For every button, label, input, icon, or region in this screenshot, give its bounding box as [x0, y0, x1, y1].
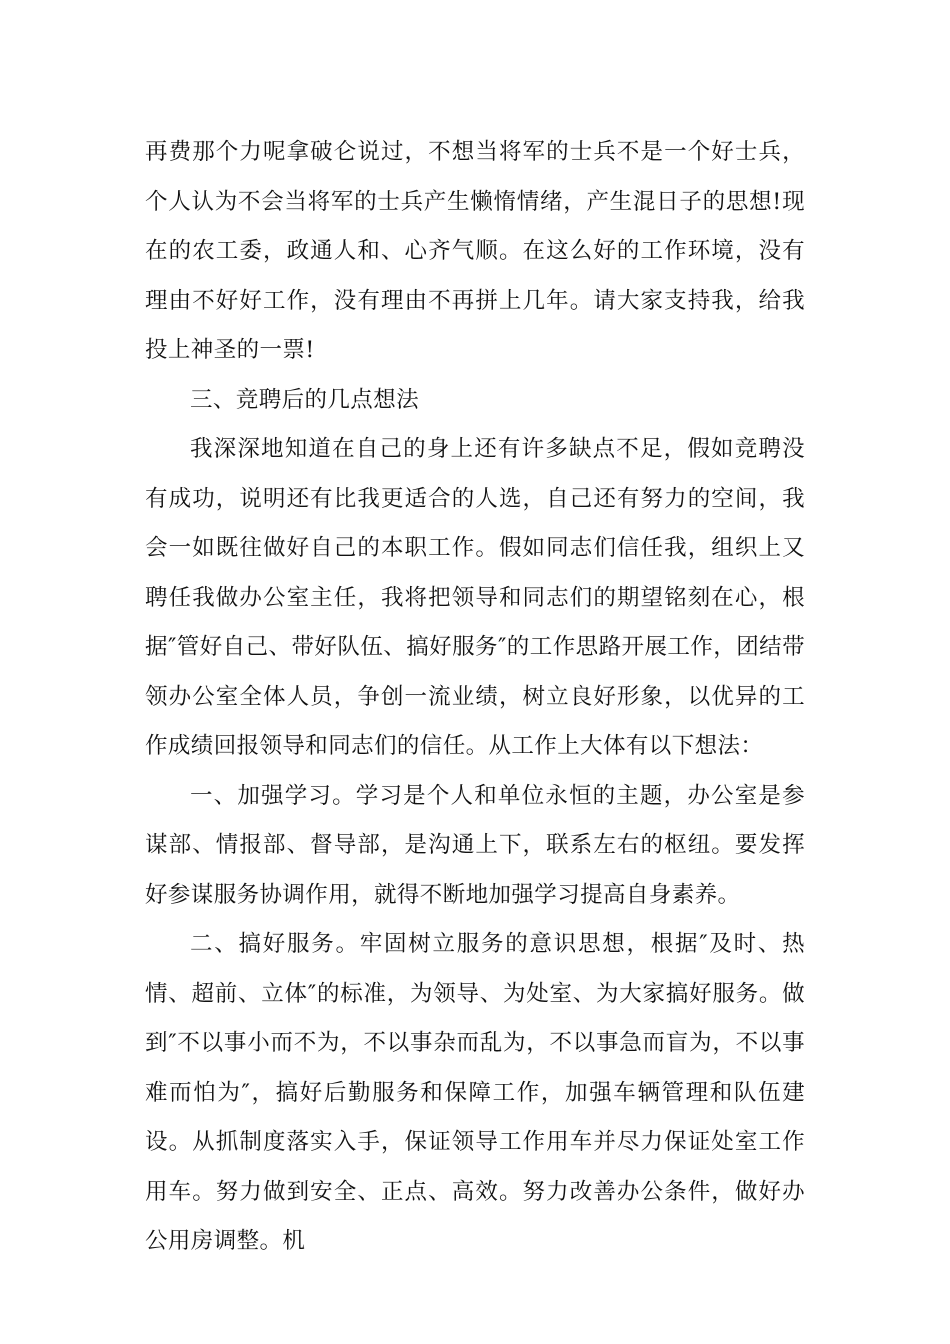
paragraph-strengthen-study: 一、加强学习。学习是个人和单位永恒的主题，办公室是参谋部、情报部、督导部，是沟通上下，联系左右的枢纽。要发挥好参谋服务协调作用，就得不断地加强学习提高自身素养。 [145, 782, 805, 908]
section-heading: 三、竞聘后的几点想法 [190, 386, 420, 413]
paragraph-post-election-thoughts: 我深深地知道在自己的身上还有许多缺点不足，假如竞聘没有成功，说明还有比我更适合的人选，自己还有努力的空间，我会一如既往做好自己的本职工作。假如同志们信任我，组织上又聘任我做办公室主任，我将把领导和同志们的期望铭刻在心，根据″管好自己、带好队伍、搞好服务″的工作思路开展工作，团结带领办公室全体人员，争创一流业绩，树立良好形象，以优异的工作成绩回报领导和同志们的信任。从工作上大体有以下想法： [145, 436, 805, 759]
document-body [145, 128, 805, 1267]
paragraph-good-service: 二、搞好服务。牢固树立服务的意识思想，根据″及时、热情、超前、立体″的标准，为领导、为处室、为大家搞好服务。做到″不以事小而不为，不以事杂而乱为，不以事急而盲为，不以事难而怕为″，搞好后勤服务和保障工作，加强车辆管理和队伍建设。从抓制度落实入手，保证领导工作用车并尽力保证处室工作用车。努力做到安全、正点、高效。努力改善办公条件，做好办公用房调整。机 [145, 931, 805, 1254]
paragraph-continuation: 再费那个力呢拿破仑说过，不想当将军的士兵不是一个好士兵，个人认为不会当将军的士兵产生懒惰情绪，产生混日子的思想!现在的农工委，政通人和、心齐气顺。在这么好的工作环境，没有理由不好好工作，没有理由不再拼上几年。请大家支持我，给我投上神圣的一票! [145, 139, 805, 363]
